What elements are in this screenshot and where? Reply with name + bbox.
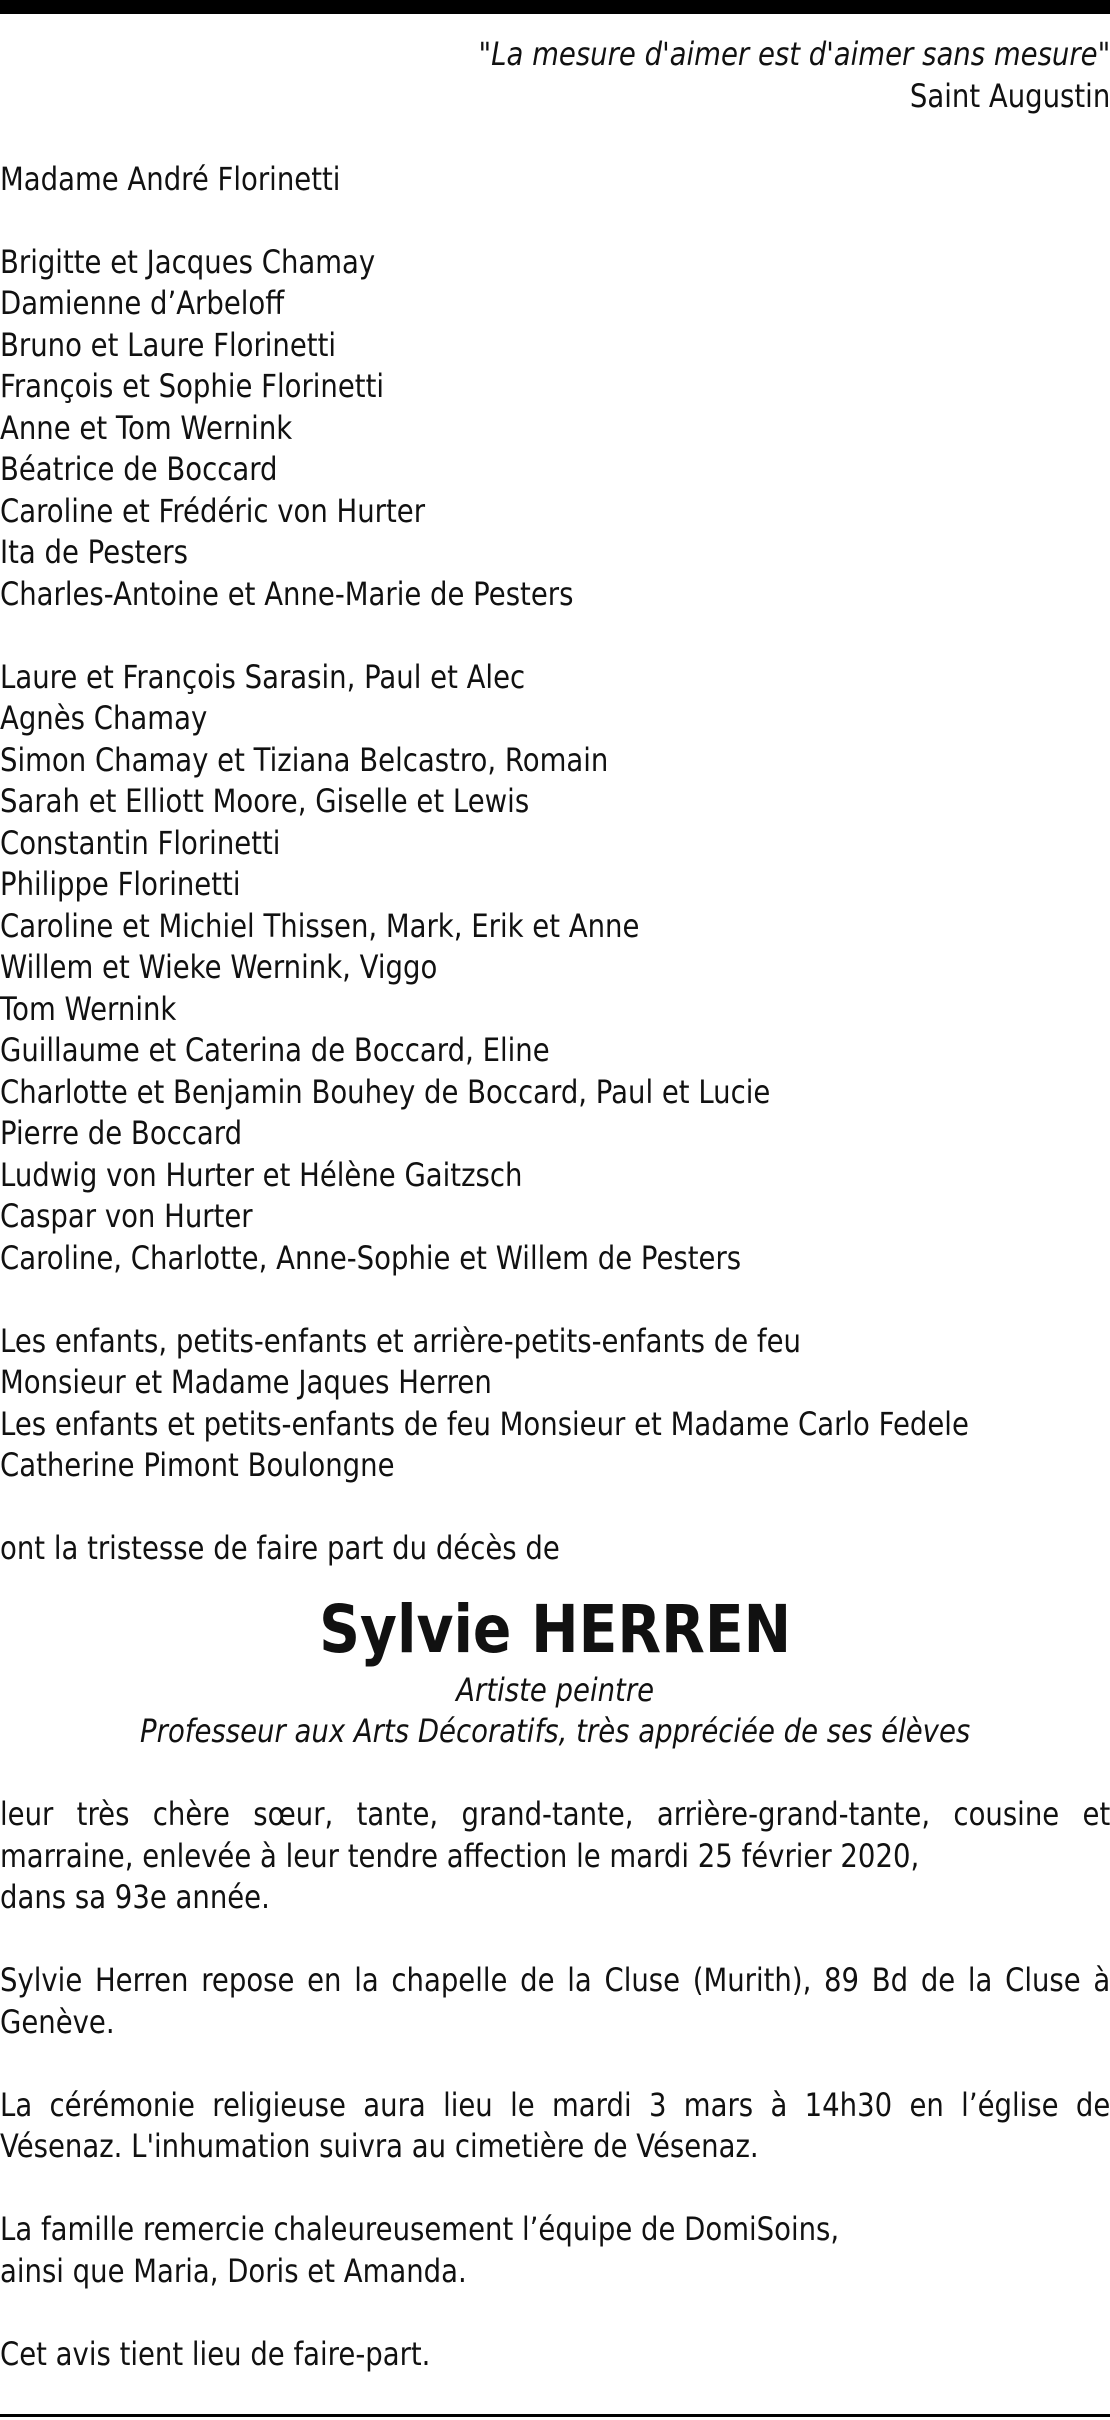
family-member: Agnès Chamay bbox=[0, 699, 208, 737]
deceased-title: Artiste peintre bbox=[456, 1670, 655, 1709]
family-member: Sarah et Elliott Moore, Giselle et Lewis bbox=[0, 782, 530, 820]
family-member: Catherine Pimont Boulongne bbox=[0, 1446, 395, 1484]
family-member: Caroline, Charlotte, Anne-Sophie et Willem de Pesters bbox=[0, 1238, 742, 1277]
family-member: François et Sophie Florinetti bbox=[0, 367, 385, 405]
family-member: Les enfants et petits-enfants de feu Monsieur et Madame Carlo Fedele bbox=[0, 1404, 969, 1443]
ceremony-paragraph: La cérémonie religieuse aura lieu le mardi 3 mars à 14h30 en l’église de Vésenaz. L'inhumation suivra au cimetière de Vésenaz. bbox=[0, 2085, 1110, 2165]
family-member: Caroline et Michiel Thissen, Mark, Erik et Anne bbox=[0, 906, 640, 945]
thanks-line: La famille remercie chaleureusement l’équipe de DomiSoins, bbox=[0, 2210, 840, 2248]
family-member: Bruno et Laure Florinetti bbox=[0, 325, 337, 364]
age-line: dans sa 93e année. bbox=[0, 1878, 270, 1916]
family-member: Brigitte et Jacques Chamay bbox=[0, 242, 376, 281]
closing-line: Cet avis tient lieu de faire-part. bbox=[0, 2334, 431, 2373]
bottom-rule bbox=[0, 2414, 1110, 2417]
family-member: Pierre de Boccard bbox=[0, 1114, 243, 1152]
family-member: Les enfants, petits-enfants et arrière-petits-enfants de feu bbox=[0, 1321, 801, 1360]
deceased-subtitle: Professeur aux Arts Décoratifs, très appréciée de ses élèves bbox=[140, 1712, 971, 1750]
family-group-3 bbox=[0, 1321, 969, 1487]
family-member: Caspar von Hurter bbox=[0, 1197, 253, 1235]
widow-name: Madame André Florinetti bbox=[0, 159, 341, 198]
family-member: Anne et Tom Wernink bbox=[0, 408, 293, 447]
family-member: Charlotte et Benjamin Bouhey de Boccard, Paul et Lucie bbox=[0, 1072, 771, 1111]
deceased-name: Sylvie HERREN bbox=[319, 1590, 792, 1668]
thanks-line: ainsi que Maria, Doris et Amanda. bbox=[0, 2251, 467, 2290]
relation-paragraph: leur très chère sœur, tante, grand-tante, arrière-grand-tante, cousine et marraine, enlevée à leur tendre affection le mardi 25 février 2020, bbox=[0, 1795, 1110, 1875]
family-member: Simon Chamay et Tiziana Belcastro, Romain bbox=[0, 740, 609, 779]
family-member: Ludwig von Hurter et Hélène Gaitzsch bbox=[0, 1155, 523, 1194]
rest-paragraph: Sylvie Herren repose en la chapelle de la Cluse (Murith), 89 Bd de la Cluse à Genève. bbox=[0, 1961, 1110, 2041]
top-rule bbox=[0, 0, 1110, 14]
epigraph bbox=[0, 34, 1110, 117]
family-member: Caroline et Frédéric von Hurter bbox=[0, 491, 426, 530]
deceased-block bbox=[0, 1590, 1110, 1753]
family-group-2 bbox=[0, 657, 955, 1280]
family-member: Damienne d’Arbeloff bbox=[0, 284, 285, 322]
family-member: Philippe Florinetti bbox=[0, 865, 241, 903]
death-notice bbox=[0, 34, 1110, 2375]
announcement: ont la tristesse de faire part du décès de bbox=[0, 1529, 560, 1567]
epigraph-quote: "La mesure d'aimer est d'aimer sans mesure" bbox=[478, 35, 1110, 73]
family-member: Willem et Wieke Wernink, Viggo bbox=[0, 948, 438, 986]
family-member: Tom Wernink bbox=[0, 989, 177, 1028]
family-member: Charles-Antoine et Anne-Marie de Pesters bbox=[0, 574, 574, 613]
family-member: Constantin Florinetti bbox=[0, 823, 281, 862]
family-group-1 bbox=[0, 242, 955, 616]
family-member: Guillaume et Caterina de Boccard, Eline bbox=[0, 1031, 550, 1069]
family-member: Monsieur et Madame Jaques Herren bbox=[0, 1363, 492, 1401]
family-member: Laure et François Sarasin, Paul et Alec bbox=[0, 657, 526, 696]
family-member: Béatrice de Boccard bbox=[0, 450, 278, 488]
epigraph-author: Saint Augustin bbox=[909, 76, 1110, 115]
family-member: Ita de Pesters bbox=[0, 533, 188, 571]
